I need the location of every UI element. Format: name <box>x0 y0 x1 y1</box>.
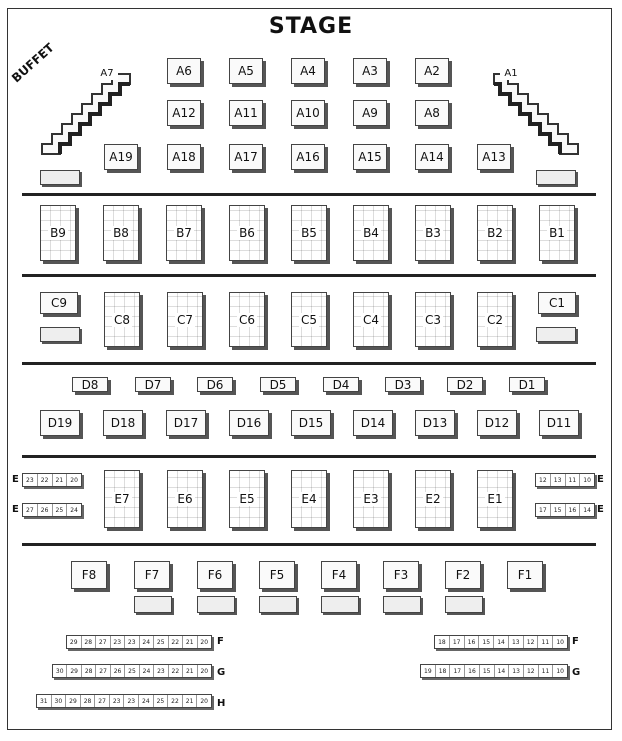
table-label: F3 <box>393 568 409 582</box>
table-e3[interactable] <box>353 470 389 528</box>
table-a15[interactable] <box>353 144 387 170</box>
row-f-tag-right: F <box>572 636 579 647</box>
table-c2[interactable] <box>477 292 513 347</box>
buffet-label: BUFFET <box>9 40 57 86</box>
table-label: D5 <box>269 377 287 392</box>
seat[interactable]: 12 <box>536 474 551 486</box>
table-a7[interactable]: A7 <box>96 66 118 80</box>
table-b5[interactable] <box>291 205 327 261</box>
table-a13[interactable] <box>477 144 511 170</box>
seat[interactable]: 15 <box>551 504 566 516</box>
table-label: C3 <box>424 312 441 327</box>
seat[interactable]: 24 <box>140 665 154 677</box>
seat[interactable]: 16 <box>465 636 480 648</box>
seat[interactable]: 25 <box>125 665 139 677</box>
seat[interactable]: 21 <box>53 474 68 486</box>
seat[interactable]: 13 <box>551 474 566 486</box>
table-label: B3 <box>425 226 441 240</box>
seat[interactable]: 16 <box>566 504 581 516</box>
seat[interactable]: 31 <box>37 695 52 707</box>
seat[interactable]: 22 <box>169 636 184 648</box>
table-d5[interactable] <box>260 377 296 392</box>
table-label: D2 <box>456 377 474 392</box>
f-bench <box>259 596 297 613</box>
table-a14[interactable] <box>415 144 449 170</box>
seat[interactable]: 18 <box>435 636 450 648</box>
table-label: F8 <box>81 568 97 582</box>
table-label: B5 <box>301 226 317 240</box>
seat[interactable]: 28 <box>82 665 96 677</box>
right-stair-bench <box>536 170 576 185</box>
divider-e-f <box>22 543 596 546</box>
table-d12[interactable] <box>477 410 517 436</box>
row-f-left-seats[interactable] <box>66 635 212 649</box>
table-a16[interactable] <box>291 144 325 170</box>
table-f7[interactable] <box>134 561 170 589</box>
table-e2[interactable] <box>415 470 451 528</box>
table-label: D15 <box>298 416 324 430</box>
seat[interactable]: 18 <box>436 665 451 677</box>
table-b4[interactable] <box>353 205 389 261</box>
table-b7[interactable] <box>166 205 202 261</box>
row-f-tag-left: F <box>217 636 224 647</box>
seat[interactable]: 27 <box>23 504 38 516</box>
table-label: A6 <box>176 64 192 78</box>
table-label: D7 <box>144 377 162 392</box>
seat[interactable]: 22 <box>169 665 183 677</box>
seat[interactable]: 26 <box>38 504 53 516</box>
table-f4[interactable] <box>321 561 357 589</box>
table-d8[interactable] <box>72 377 108 392</box>
seat[interactable]: 29 <box>66 695 81 707</box>
table-d3[interactable] <box>385 377 421 392</box>
seat[interactable]: 23 <box>23 474 38 486</box>
seat[interactable]: 10 <box>583 476 591 484</box>
table-b6[interactable] <box>229 205 265 261</box>
table-f8[interactable] <box>71 561 107 589</box>
table-label: C4 <box>362 312 379 327</box>
table-label: F6 <box>207 568 223 582</box>
table-label: A18 <box>172 150 196 164</box>
table-label: A14 <box>420 150 444 164</box>
seat[interactable]: 23 <box>124 695 139 707</box>
table-d2[interactable] <box>447 377 483 392</box>
row-f-right-seats[interactable] <box>434 635 568 649</box>
table-label: C9 <box>50 296 67 310</box>
table-b1[interactable] <box>539 205 575 261</box>
seat[interactable]: 24 <box>140 636 155 648</box>
row-g-tag-right: G <box>572 667 581 678</box>
table-label: D8 <box>81 377 99 392</box>
table-label: D13 <box>422 416 448 430</box>
table-d6[interactable] <box>197 377 233 392</box>
table-label: A2 <box>424 64 440 78</box>
table-label: A19 <box>109 150 133 164</box>
table-label: C5 <box>300 312 317 327</box>
table-label: B8 <box>113 226 129 240</box>
table-label: C6 <box>238 312 255 327</box>
table-a10[interactable] <box>291 100 325 126</box>
seat[interactable]: 27 <box>95 695 110 707</box>
table-label: F1 <box>517 568 533 582</box>
table-label: A5 <box>238 64 254 78</box>
seat[interactable]: 17 <box>536 504 551 516</box>
seat[interactable]: 19 <box>421 665 436 677</box>
table-d4[interactable] <box>323 377 359 392</box>
seat[interactable]: 25 <box>154 636 169 648</box>
stage-label: STAGE <box>268 14 354 39</box>
table-label: A9 <box>362 106 378 120</box>
table-c7[interactable] <box>167 292 203 347</box>
seat[interactable]: 30 <box>53 665 67 677</box>
row-e-tag-right-bottom: E <box>597 504 604 515</box>
table-label: A10 <box>296 106 320 120</box>
table-d7[interactable] <box>135 377 171 392</box>
table-label: B7 <box>176 226 192 240</box>
seat[interactable]: 27 <box>96 636 111 648</box>
table-label: A11 <box>234 106 258 120</box>
seat[interactable]: 21 <box>183 665 197 677</box>
row-e-tag-right-top: E <box>597 474 604 485</box>
table-a1[interactable]: A1 <box>500 66 522 80</box>
f-bench <box>445 596 483 613</box>
table-label: E5 <box>239 492 255 506</box>
seat[interactable]: 22 <box>168 695 183 707</box>
table-label: B2 <box>487 226 503 240</box>
table-a12[interactable] <box>167 100 201 126</box>
seat[interactable]: 23 <box>154 665 168 677</box>
table-label: D17 <box>173 416 199 430</box>
seat[interactable]: 20 <box>70 476 78 484</box>
seat[interactable]: 17 <box>450 636 465 648</box>
table-c8[interactable] <box>104 292 140 347</box>
f-bench <box>321 596 359 613</box>
table-label: D14 <box>360 416 386 430</box>
table-label: C8 <box>113 312 130 327</box>
table-c4[interactable] <box>353 292 389 347</box>
table-label: C2 <box>486 312 503 327</box>
seat[interactable]: 26 <box>111 665 125 677</box>
seat[interactable]: 22 <box>38 474 53 486</box>
table-label: B6 <box>239 226 255 240</box>
table-a5[interactable] <box>229 58 263 84</box>
table-label: A16 <box>296 150 320 164</box>
divider-d-e <box>22 455 596 458</box>
table-e7[interactable] <box>104 470 140 528</box>
seat[interactable]: 20 <box>200 667 209 675</box>
seat[interactable]: 15 <box>480 665 495 677</box>
seat[interactable]: 28 <box>82 636 97 648</box>
left-stair-bench <box>40 170 80 185</box>
table-label: E4 <box>301 492 317 506</box>
seat[interactable]: 23 <box>110 695 125 707</box>
table-label: D6 <box>206 377 224 392</box>
table-label: A8 <box>424 106 440 120</box>
e-left-seats-top[interactable] <box>22 473 82 487</box>
table-d11[interactable] <box>539 410 579 436</box>
table-a6[interactable] <box>167 58 201 84</box>
table-a19[interactable] <box>104 144 138 170</box>
seat[interactable]: 27 <box>96 665 110 677</box>
table-label: A15 <box>358 150 382 164</box>
table-label: D12 <box>484 416 510 430</box>
table-label: D19 <box>47 416 73 430</box>
table-label: D18 <box>110 416 136 430</box>
table-c3[interactable] <box>415 292 451 347</box>
divider-a-b <box>22 193 596 196</box>
table-label: E6 <box>177 492 193 506</box>
seat[interactable]: 25 <box>53 504 68 516</box>
table-label: E3 <box>363 492 379 506</box>
seat[interactable]: 14 <box>495 665 510 677</box>
table-b9[interactable] <box>40 205 76 261</box>
seat[interactable]: 11 <box>539 665 554 677</box>
seat[interactable]: 20 <box>200 638 209 646</box>
table-c5[interactable] <box>291 292 327 347</box>
c1-bench <box>536 327 576 342</box>
seat[interactable]: 29 <box>67 665 81 677</box>
seat[interactable]: 25 <box>154 695 169 707</box>
table-a17[interactable] <box>229 144 263 170</box>
seat[interactable]: 17 <box>450 665 465 677</box>
table-f2[interactable] <box>445 561 481 589</box>
seat[interactable]: 28 <box>81 695 96 707</box>
table-label: D11 <box>546 416 572 430</box>
row-g-right-seats[interactable] <box>420 664 568 678</box>
table-c9[interactable] <box>40 292 78 314</box>
table-label: A3 <box>362 64 378 78</box>
c9-bench <box>40 327 80 342</box>
table-f1[interactable] <box>507 561 543 589</box>
row-h-left-seats[interactable] <box>36 694 212 708</box>
table-f6[interactable] <box>197 561 233 589</box>
table-e5[interactable] <box>229 470 265 528</box>
table-label: B4 <box>363 226 379 240</box>
e-right-seats-top[interactable] <box>535 473 595 487</box>
table-label: D1 <box>518 377 536 392</box>
table-c1[interactable] <box>538 292 576 314</box>
seat[interactable]: 30 <box>52 695 67 707</box>
table-b2[interactable] <box>477 205 513 261</box>
table-d17[interactable] <box>166 410 206 436</box>
table-label: D4 <box>332 377 350 392</box>
seat[interactable]: 23 <box>111 636 126 648</box>
table-a11[interactable] <box>229 100 263 126</box>
table-e6[interactable] <box>167 470 203 528</box>
table-label: A13 <box>482 150 506 164</box>
table-label: F7 <box>144 568 160 582</box>
seat[interactable]: 21 <box>183 636 198 648</box>
table-label: C1 <box>548 296 565 310</box>
table-a3[interactable] <box>353 58 387 84</box>
table-c6[interactable] <box>229 292 265 347</box>
seat[interactable]: 20 <box>200 697 208 705</box>
seat[interactable]: 16 <box>465 665 480 677</box>
table-label: D16 <box>236 416 262 430</box>
row-g-tag-left: G <box>217 667 226 678</box>
row-e-tag-left-bottom: E <box>12 504 19 515</box>
table-a9[interactable] <box>353 100 387 126</box>
table-label: A4 <box>300 64 316 78</box>
table-d18[interactable] <box>103 410 143 436</box>
table-label: F5 <box>269 568 285 582</box>
seat[interactable]: 13 <box>509 636 524 648</box>
seat[interactable]: 24 <box>139 695 154 707</box>
seat[interactable]: 15 <box>479 636 494 648</box>
table-label: E2 <box>425 492 441 506</box>
table-label: C7 <box>176 312 193 327</box>
table-f5[interactable] <box>259 561 295 589</box>
seat[interactable]: 29 <box>67 636 82 648</box>
seat[interactable]: 13 <box>509 665 524 677</box>
table-a2[interactable] <box>415 58 449 84</box>
table-label: E7 <box>114 492 130 506</box>
table-d1[interactable] <box>509 377 545 392</box>
table-label: F2 <box>455 568 471 582</box>
row-e-tag-left-top: E <box>12 474 19 485</box>
seat[interactable]: 12 <box>524 636 539 648</box>
seat[interactable]: 10 <box>556 667 564 675</box>
row-h-tag-left: H <box>217 698 226 709</box>
table-label: A17 <box>234 150 258 164</box>
e-right-seats-bottom[interactable] <box>535 503 595 517</box>
table-label: A12 <box>172 106 196 120</box>
e-left-seats-bottom[interactable] <box>22 503 82 517</box>
divider-c-d <box>22 362 596 365</box>
table-d14[interactable] <box>353 410 393 436</box>
table-d15[interactable] <box>291 410 331 436</box>
table-d16[interactable] <box>229 410 269 436</box>
table-b3[interactable] <box>415 205 451 261</box>
seat[interactable]: 23 <box>125 636 140 648</box>
seat[interactable]: 14 <box>494 636 509 648</box>
f-bench <box>197 596 235 613</box>
table-a4[interactable] <box>291 58 325 84</box>
table-e4[interactable] <box>291 470 327 528</box>
f-bench <box>134 596 172 613</box>
seat[interactable]: 11 <box>566 474 581 486</box>
seat[interactable]: 10 <box>556 638 564 646</box>
table-e1[interactable] <box>477 470 513 528</box>
seat[interactable]: 14 <box>583 506 591 514</box>
table-a18[interactable] <box>167 144 201 170</box>
row-g-left-seats[interactable] <box>52 664 212 678</box>
seat[interactable]: 24 <box>70 506 78 514</box>
table-f3[interactable] <box>383 561 419 589</box>
table-a8[interactable] <box>415 100 449 126</box>
seat[interactable]: 21 <box>183 695 198 707</box>
seat[interactable]: 11 <box>538 636 553 648</box>
table-label: D3 <box>394 377 412 392</box>
table-label: F4 <box>331 568 347 582</box>
table-label: B1 <box>549 226 565 240</box>
divider-b-c <box>22 274 596 277</box>
table-label: E1 <box>487 492 503 506</box>
table-b8[interactable] <box>103 205 139 261</box>
table-d19[interactable] <box>40 410 80 436</box>
f-bench <box>383 596 421 613</box>
table-label: B9 <box>50 226 66 240</box>
table-d13[interactable] <box>415 410 455 436</box>
seat[interactable]: 12 <box>524 665 539 677</box>
